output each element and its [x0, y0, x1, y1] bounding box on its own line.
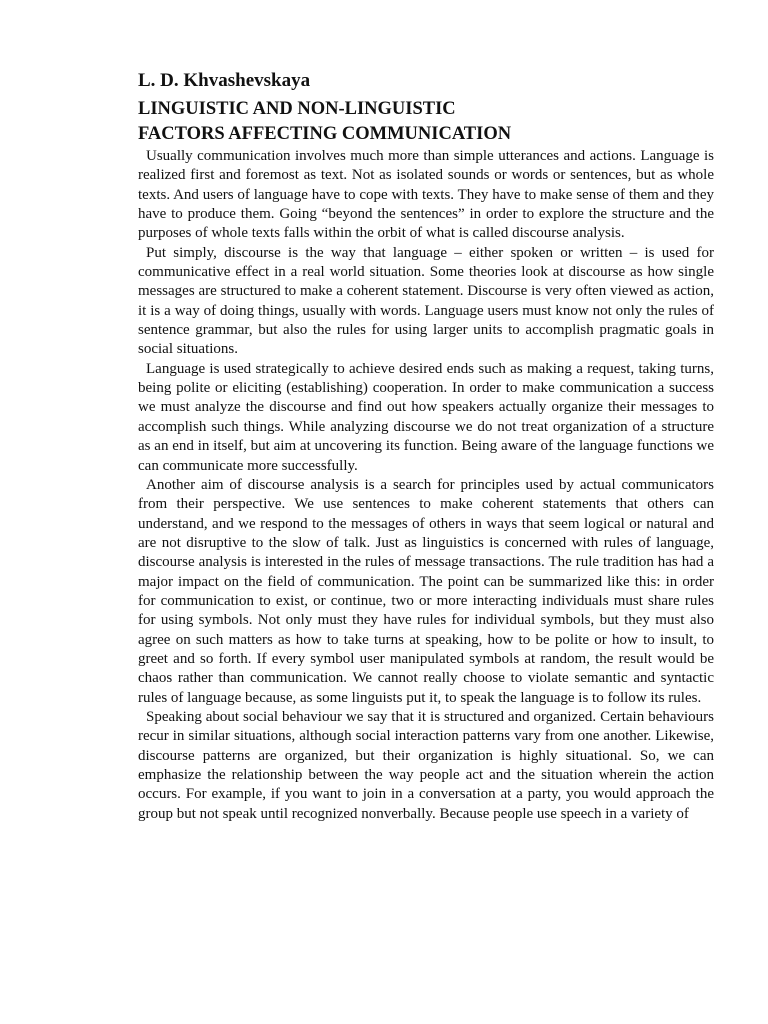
author-name: L. D. Khvashevskaya	[138, 70, 311, 91]
title-line-1: LINGUISTIC AND NON-LINGUISTIC	[138, 99, 456, 119]
paragraph-4: Another aim of discourse analysis is a search for principles used by actual communicators from their perspective. We use sentences to make coherent statements that others can understand, and we respond to the messages of others in ways that seem logical or natural and are not disruptive to the slow of talk. Just as linguistics is concerned with rules of language, discourse analysis is interested in the rules of message transactions. The rule tradition has had a major impact on the field of communication. The point can be summarized like this: in order for communication to exist, or continue, two or more interacting individuals must share rules for using symbols. Not only must they have rules for individual symbols, but they must also agree on such matters as how to take turns at speaking, how to be polite or how to insult, to greet and so forth. If every symbol user manipulated symbols at random, the result would be chaos rather than communication. We cannot really choose to violate semantic and syntactic rules of language because, as some linguists put it, to speak the language is to follow its rules.	[138, 476, 714, 706]
paragraph-1: Usually communication involves much more than simple utterances and actions. Language is realized first and foremost as text. Not as isolated sounds or words or sentences, but as whole texts. And users of language have to cope with texts. They have to make sense of them and they have to produce them. Going “beyond the sentences” in order to explore the structure and the purposes of whole texts falls within the orbit of what is called discourse analysis.	[138, 148, 714, 242]
paragraph-5: Speaking about social behaviour we say that it is structured and organized. Certain behaviours recur in similar situations, although social interaction patterns vary from one another. Likewise, discourse patterns are organized, but their organization is highly situational. So, we can emphasize the relationship between the way people act and the situation wherein the action occurs. For example, if you want to join in a conversation at a party, you would approach the group but not speak until recognized nonverbally. Because people use speech in a variety of	[138, 708, 714, 822]
paragraph-2: Put simply, discourse is the way that language – either spoken or written – is used for communicative effect in a real world situation. Some theories look at discourse as how single messages are structured to make a coherent statement. Discourse is very often viewed as action, it is a way of doing things, usually with words. Language users must know not only the rules of sentence grammar, but also the rules for using larger units to accomplish pragmatic goals in social situations.	[138, 244, 714, 358]
document-page	[138, 70, 714, 824]
title-line-2: FACTORS AFFECTING COMMUNICATION	[138, 124, 512, 144]
paragraph-3: Language is used strategically to achieve desired ends such as making a request, taking turns, being polite or eliciting (establishing) cooperation. In order to make communication a success we must analyze the discourse and find out how speakers actually organize their messages to accomplish such things. While analyzing discourse we do not treat organization of a structure as an end in itself, but aim at uncovering its function. Being aware of the language functions we can communicate more successfully.	[138, 360, 714, 474]
